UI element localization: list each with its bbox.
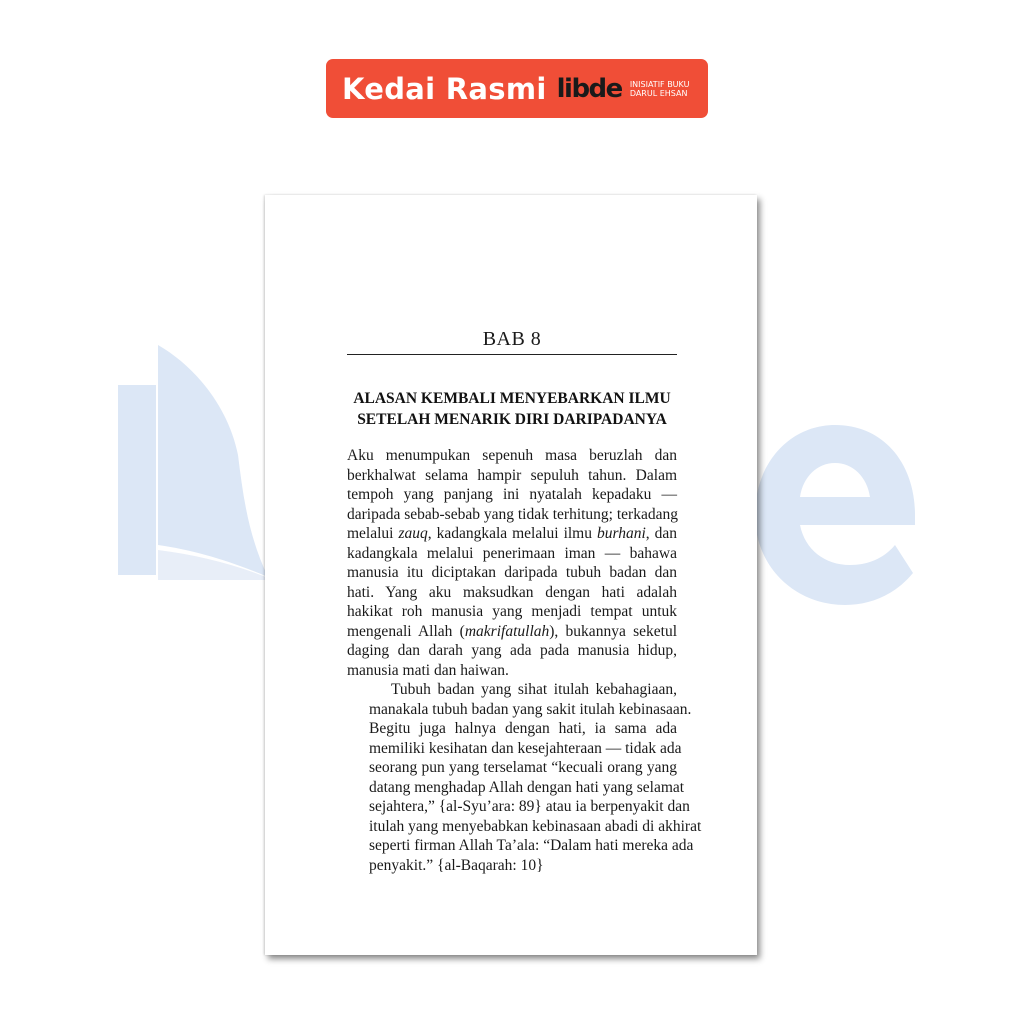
- book-page: [265, 195, 757, 955]
- paragraph-1-line: manusia itu diciptakan daripada tubuh badan dan: [347, 564, 677, 581]
- heading-line-2: SETELAH MENARIK DIRI DARIPADANYA: [357, 411, 667, 428]
- text-segment: mengenali Allah (: [347, 622, 465, 640]
- paragraph-1: [347, 446, 677, 680]
- paragraph-1-line: [347, 524, 677, 544]
- paragraph-1-line: daripada sebab-sebab yang tidak terhitung; terkadang: [347, 505, 678, 523]
- brand-tagline-line-2: DARUL EHSAN: [629, 88, 688, 98]
- italic-term: burhani: [596, 525, 646, 542]
- paragraph-1-line: kadangkala melalui penerimaan iman — bahawa: [347, 544, 677, 562]
- paragraph-1-line: [347, 622, 677, 642]
- paragraph-2-line: manakala tubuh badan yang sakit itulah kebinasaan.: [369, 700, 692, 718]
- paragraph-1-line: hati. Yang aku maksudkan dengan hati adalah: [347, 583, 677, 601]
- brand-logo: libde: [556, 73, 622, 104]
- paragraph-2-line: seorang pun yang terselamat “kecuali orang yang: [369, 759, 677, 776]
- brand-tagline: [630, 80, 690, 98]
- italic-term: zauq: [398, 525, 428, 542]
- paragraph-1-line: Aku menumpukan sepenuh masa beruzlah dan: [347, 447, 677, 464]
- paragraph-1-line: daging dan darah yang ada pada manusia hidup,: [347, 642, 677, 659]
- watermark-book-icon: [118, 345, 278, 580]
- watermark-letter-icon: [755, 425, 915, 605]
- brand-tagline-line-1: INISIATIF BUKU: [629, 79, 690, 89]
- text-segment: ), bukannya seketul: [549, 622, 677, 640]
- paragraph-2-line: Tubuh badan yang sihat itulah kebahagiaan,: [391, 681, 677, 698]
- paragraph-1-line: manusia mati dan haiwan.: [347, 661, 509, 679]
- paragraph-2-line: memiliki kesihatan dan kesejahteraan — tidak ada: [369, 739, 682, 757]
- text-segment: , dan: [645, 525, 677, 542]
- chapter-divider: [347, 354, 677, 355]
- chapter-title: BAB 8: [482, 328, 542, 350]
- body-text: [347, 446, 702, 875]
- store-badge[interactable]: [326, 59, 708, 118]
- paragraph-2: [347, 680, 702, 875]
- badge-title: Kedai Rasmi: [342, 71, 547, 106]
- section-heading: [347, 388, 677, 430]
- paragraph-1-line: berkhalwat selama hampir sepuluh tahun. Dalam: [347, 466, 677, 484]
- paragraph-2-line: Begitu juga halnya dengan hati, ia sama ada: [369, 720, 677, 737]
- paragraph-2-line: datang menghadap Allah dengan hati yang selamat: [369, 778, 685, 796]
- paragraph-2-line: seperti firman Allah Ta’ala: “Dalam hati mereka ada: [369, 837, 694, 854]
- text-segment: , kadangkala melalui ilmu: [427, 525, 597, 542]
- italic-term: makrifatullah: [464, 622, 550, 640]
- text-segment: melalui: [347, 525, 399, 542]
- heading-line-1: ALASAN KEMBALI MENYEBARKAN ILMU: [353, 390, 671, 407]
- paragraph-2-line: sejahtera,” {al-Syu’ara: 89} atau ia berpenyakit dan: [369, 798, 690, 815]
- paragraph-1-line: hakikat roh manusia yang menjadi tempat untuk: [347, 603, 677, 620]
- paragraph-2-line: penyakit.” {al-Baqarah: 10}: [369, 856, 544, 874]
- paragraph-1-line: tempoh yang panjang ini nyatalah kepadaku —: [347, 486, 677, 503]
- paragraph-2-line: itulah yang menyebabkan kebinasaan abadi di akhirat: [369, 817, 702, 835]
